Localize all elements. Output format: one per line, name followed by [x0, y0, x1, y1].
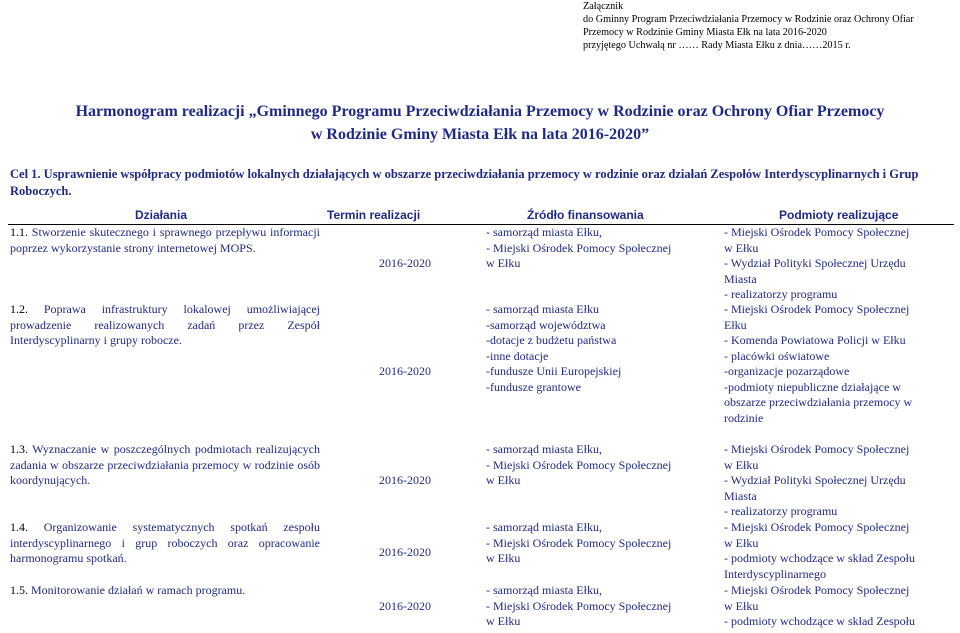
entity-line: Interdyscyplinarnego [724, 566, 826, 581]
entities-cell [724, 225, 960, 303]
entity-line: - Miejski Ośrodek Pomocy Społecznej [724, 442, 910, 456]
action-number: 1.1. [10, 225, 28, 239]
entity-line: w Ełku [724, 535, 759, 550]
source-line: - samorząd miasta Ełku, [486, 225, 602, 239]
action-number: 1.2. [10, 302, 28, 316]
source-line: - Miejski Ośrodek Pomocy Społecznej [486, 535, 672, 550]
term-cell: 2016-2020 [379, 599, 431, 613]
entity-line: Miasta [724, 488, 757, 503]
term-cell: 2016-2020 [379, 473, 431, 487]
action-number: 1.4. [10, 520, 28, 534]
header-source: Źródło finansowania [527, 208, 644, 222]
source-cell [486, 302, 700, 395]
action-text: Poprawa infrastruktury lokalowej umożliwiającej prowadzenie realizowanych zadań przez Zespół Interdyscyplinarny i grupy robocze. [10, 302, 321, 347]
goal-heading: Cel 1. Usprawnienie współpracy podmiotów lokalnych działających w obszarze przeciwdziałania przemocy w rodzinie oraz działań Zespołów Interdyscyplinarnych i Grup Roboczych. [10, 167, 919, 198]
document-title [0, 100, 960, 146]
source-line: - Miejski Ośrodek Pomocy Społecznej [486, 598, 672, 613]
title-line-1: Harmonogram realizacji „Gminnego Programu Przeciwdziałania Przemocy w Rodzinie oraz Ochrony Ofiar Przemocy [75, 103, 885, 120]
entity-line: rodzinie [724, 410, 764, 425]
entity-line: - Komenda Powiatowa Policji w Ełku [724, 333, 906, 347]
term-cell: 2016-2020 [379, 364, 431, 378]
entity-line: w Ełku [724, 598, 759, 613]
entity-line: obszarze przeciwdziałania przemocy w [724, 395, 913, 409]
source-line: - samorząd miasta Ełku, [486, 520, 602, 534]
source-line: - Miejski Ośrodek Pomocy Społecznej [486, 240, 672, 255]
entity-line: w Ełku [724, 240, 759, 255]
action-number: 1.3. [10, 442, 28, 456]
term-cell: 2016-2020 [379, 545, 431, 559]
source-cell [486, 583, 700, 630]
entity-line: Miasta [724, 271, 757, 286]
entities-cell [724, 302, 960, 426]
entity-line: - realizatorzy programu [724, 504, 838, 518]
entity-line: - podmioty wchodzące w skład Zespołu [724, 614, 915, 628]
entity-line: - Wydział Polityki Społecznej Urzędu [724, 473, 906, 487]
source-line: w Ełku [486, 551, 521, 565]
header-actions: Działania [135, 208, 188, 222]
annex-line: Przemocy w Rodzinie Gminy Miasta Ełk na lata 2016-2020 [583, 27, 827, 38]
entity-line: - Miejski Ośrodek Pomocy Społecznej [724, 520, 910, 534]
header-entities: Podmioty realizujące [779, 208, 899, 222]
action-text: Organizowanie systematycznych spotkań zespołu interdyscyplinarnego i grup roboczych oraz opracowanie harmonogramu spotkań. [10, 520, 321, 565]
source-cell [486, 442, 700, 489]
action-text: Stworzenie skutecznego i sprawnego przepływu informacji poprzez wykorzystanie strony internetowej MOPS. [10, 225, 320, 255]
entity-line: -organizacje pozarządowe [724, 364, 850, 378]
entity-line: - podmioty wchodzące w skład Zespołu [724, 551, 915, 565]
source-cell [486, 225, 700, 272]
annex-note [583, 0, 960, 52]
entity-line: - Miejski Ośrodek Pomocy Społecznej [724, 583, 910, 597]
action-cell [10, 520, 320, 567]
entity-line: - Miejski Ośrodek Pomocy Społecznej [724, 302, 910, 316]
entity-line: - placówki oświatowe [724, 348, 830, 363]
header-term: Termin realizacji [327, 208, 421, 222]
source-line: w Ełku [486, 614, 521, 628]
source-cell [486, 520, 700, 567]
entities-cell [724, 583, 960, 630]
entities-cell [724, 520, 960, 582]
entity-line: -podmioty niepubliczne działające w [724, 379, 901, 394]
source-line: w Ełku [486, 473, 521, 487]
term-cell: 2016-2020 [379, 256, 431, 270]
source-line: -dotacje z budżetu państwa [486, 333, 617, 347]
action-number: 1.5. [10, 583, 28, 597]
source-line: -fundusze grantowe [486, 379, 581, 394]
entities-cell [724, 442, 960, 520]
entity-line: Ełku [724, 317, 747, 332]
title-line-2: w Rodzinie Gminy Miasta Ełk na lata 2016-2020” [310, 126, 650, 143]
source-line: -inne dotacje [486, 348, 549, 363]
action-text: Wyznaczanie w poszczególnych podmiotach realizujących zadania w obszarze przeciwdziałania przemocy w rodzinie osób koordynujących. [10, 442, 320, 487]
source-line: w Ełku [486, 256, 521, 270]
source-line: - Miejski Ośrodek Pomocy Społecznej [486, 457, 672, 472]
annex-line: przyjętego Uchwałą nr …… Rady Miasta Ełku z dnia……2015 r. [583, 40, 851, 51]
entity-line: w Ełku [724, 457, 759, 472]
source-line: - samorząd miasta Ełku [486, 302, 599, 316]
action-cell [10, 442, 320, 489]
source-line: -samorząd województwa [486, 317, 606, 332]
entity-line: - Wydział Polityki Społecznej Urzędu [724, 256, 906, 270]
source-line: - samorząd miasta Ełku, [486, 442, 602, 456]
source-line: - samorząd miasta Ełku, [486, 583, 602, 597]
entity-line: - Miejski Ośrodek Pomocy Społecznej [724, 225, 910, 239]
action-cell [10, 302, 320, 349]
annex-line: Załącznik [583, 1, 624, 12]
annex-line: do Gminny Program Przeciwdziałania Przemocy w Rodzinie oraz Ochrony Ofiar [583, 14, 914, 25]
action-cell [10, 225, 320, 256]
action-text: Monitorowanie działań w ramach programu. [31, 583, 246, 597]
entity-line: - realizatorzy programu [724, 287, 838, 301]
action-cell [10, 583, 320, 599]
source-line: -fundusze Unii Europejskiej [486, 364, 622, 378]
